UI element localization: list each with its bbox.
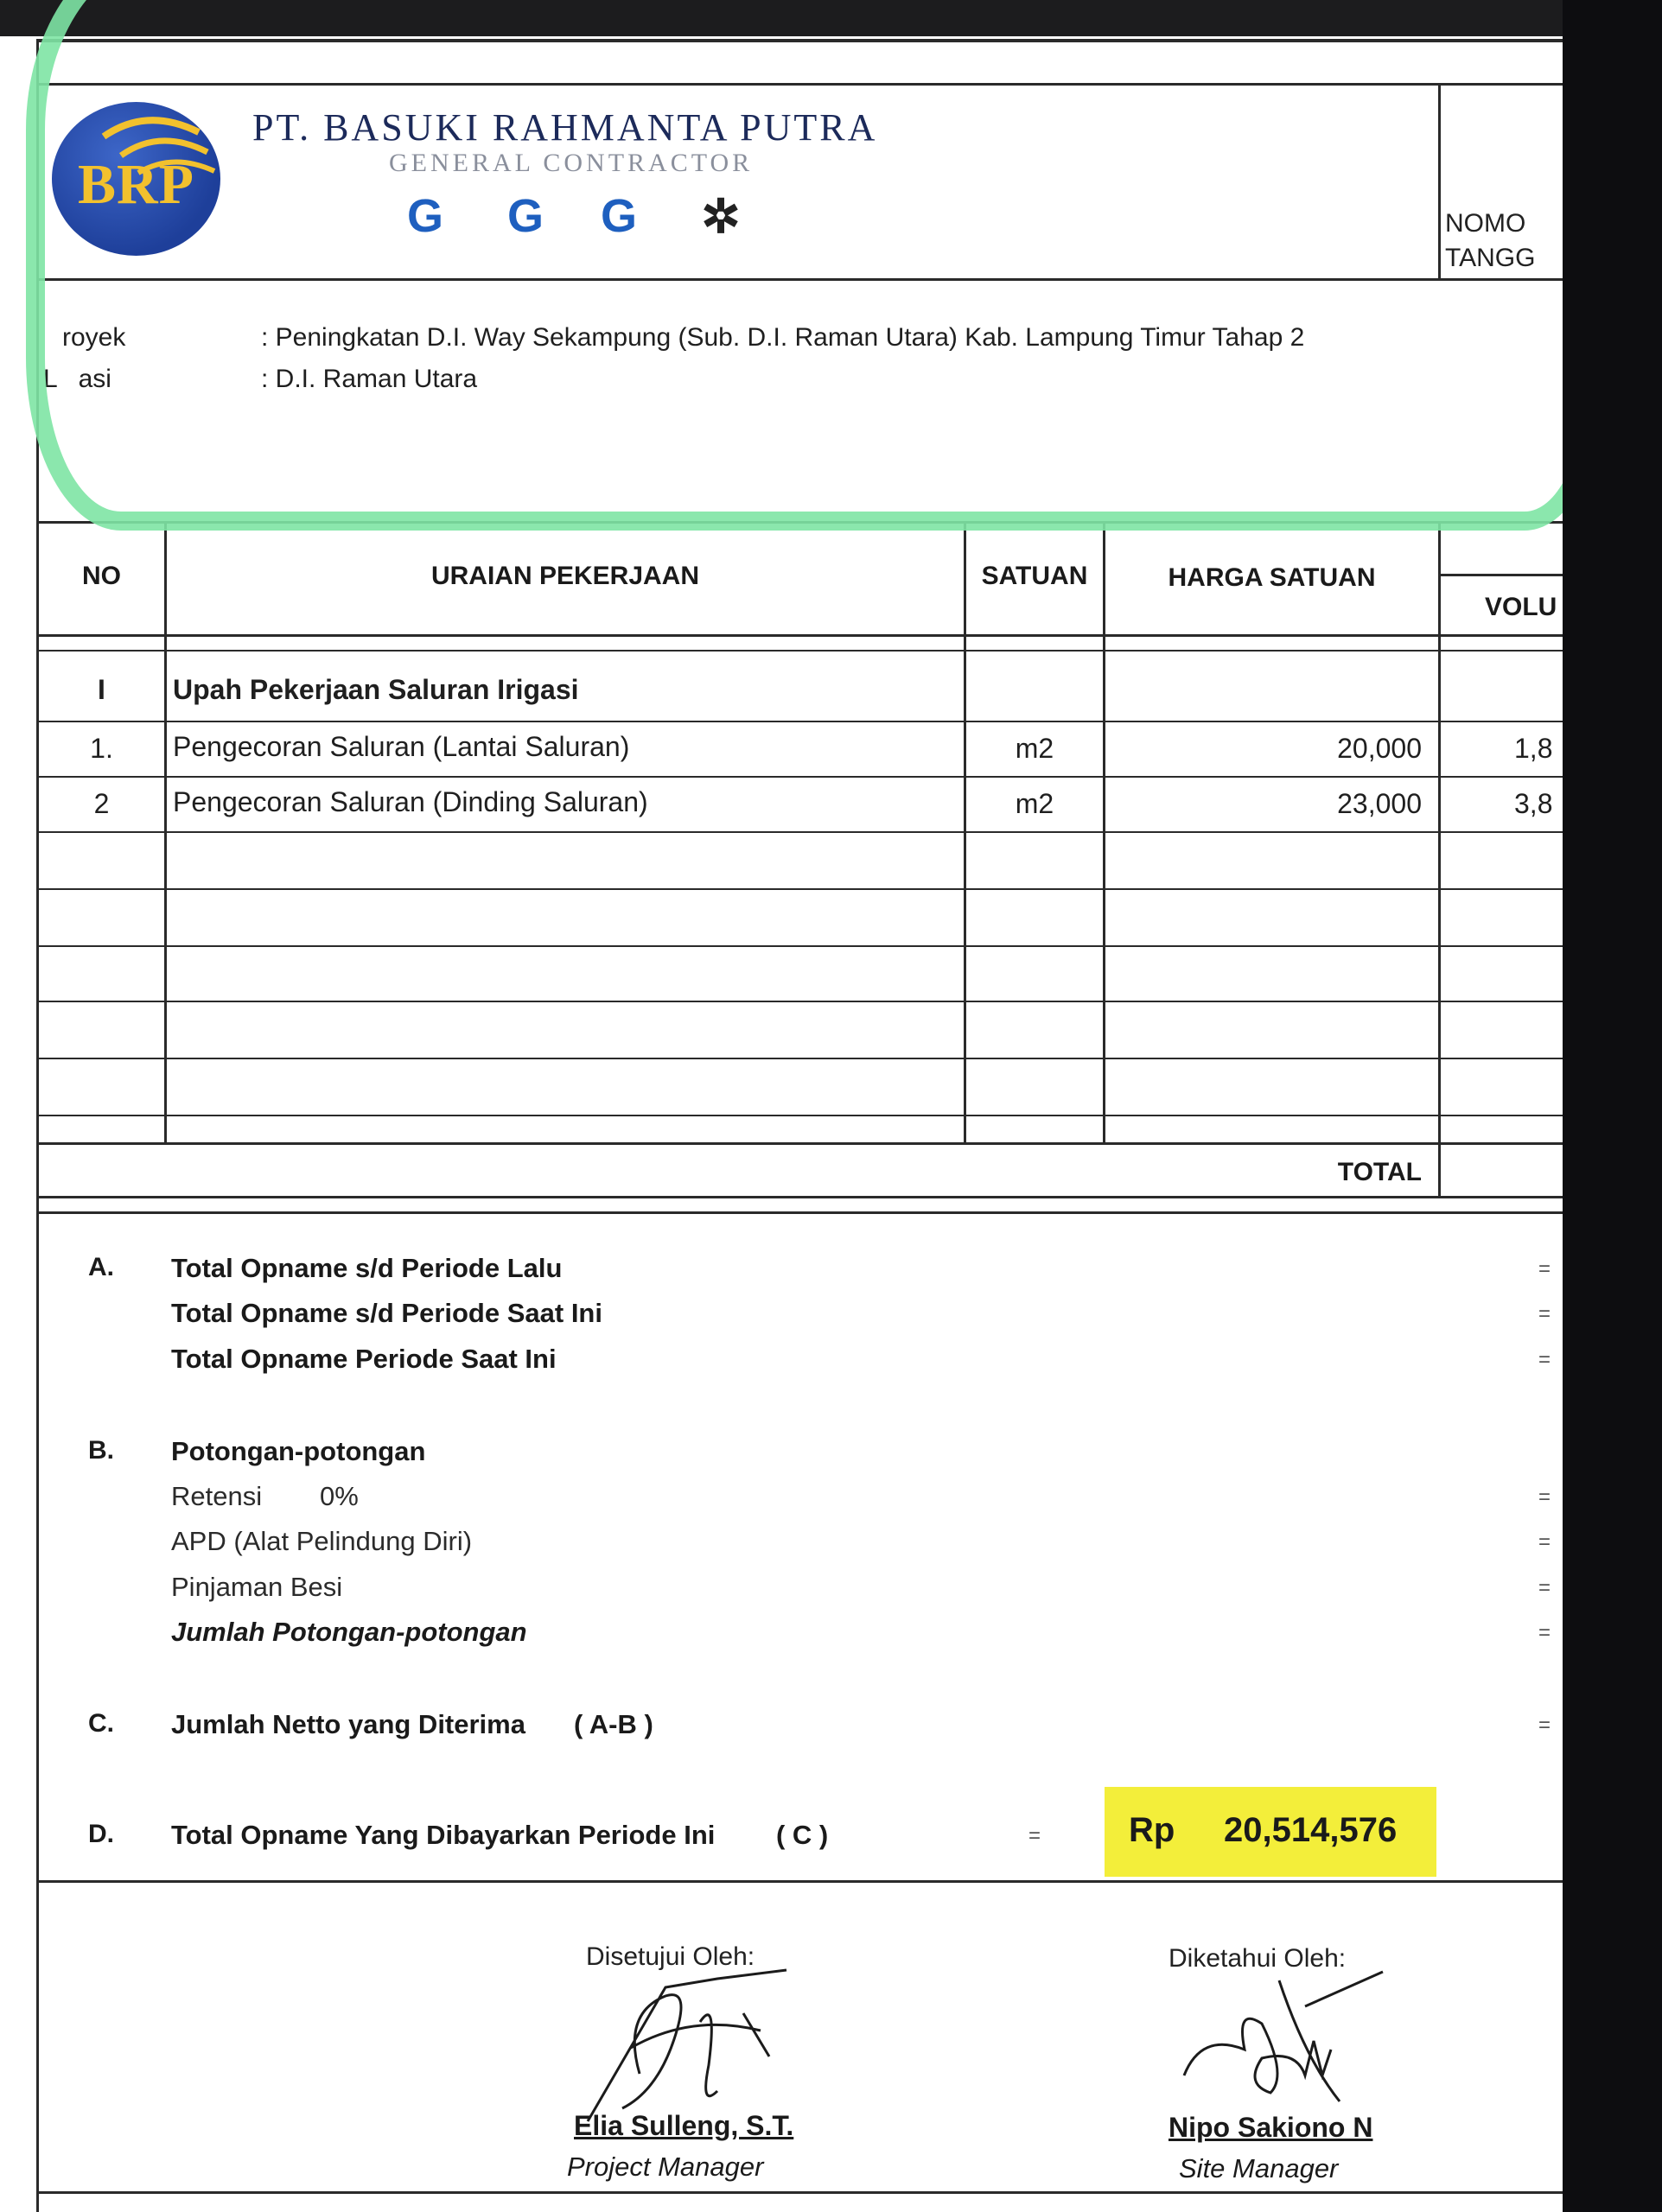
- summary-apd: APD (Alat Pelindung Diri): [171, 1526, 473, 1556]
- row-uraian: Pengecoran Saluran (Dinding Saluran): [173, 786, 648, 817]
- sm-name: Nipo Sakiono N: [1168, 2112, 1373, 2143]
- header-divider: [1438, 83, 1441, 280]
- header-harga: HARGA SATUAN: [1168, 563, 1376, 592]
- summary-c-text: Jumlah Netto yang Diterima: [171, 1709, 525, 1739]
- equals-sign: =: [1538, 1576, 1551, 1599]
- header-volume: VOLU: [1485, 593, 1557, 621]
- equals-sign: =: [1538, 1348, 1551, 1371]
- summary-d-text: Total Opname Yang Dibayarkan Periode Ini: [171, 1820, 716, 1850]
- row-satuan: m2: [1015, 788, 1054, 819]
- summary-a2: Total Opname s/d Periode Saat Ini: [171, 1298, 602, 1328]
- summary-retensi: Retensi: [171, 1481, 263, 1511]
- equals-sign: =: [1538, 1257, 1551, 1281]
- proyek-label: royek: [62, 323, 126, 352]
- lokasi-label: L asi: [43, 365, 111, 393]
- sm-role: Site Manager: [1179, 2153, 1339, 2183]
- equals-sign: =: [1028, 1824, 1041, 1847]
- signature-pm: [570, 1961, 830, 2126]
- top-bar: [0, 0, 1563, 36]
- summary-a1: Total Opname s/d Periode Lalu: [171, 1253, 563, 1283]
- disetujui-label: Disetujui Oleh:: [586, 1942, 755, 1971]
- certification-badge-icon: G: [600, 190, 637, 242]
- top-border: [36, 39, 1563, 42]
- summary-d-letter: D.: [88, 1820, 114, 1848]
- pm-role: Project Manager: [567, 2152, 764, 2182]
- nomor-label: NOMO: [1445, 209, 1526, 238]
- section-no: I: [98, 674, 105, 705]
- header-bottom-line: [36, 278, 1563, 281]
- summary-c-letter: C.: [88, 1709, 114, 1738]
- company-logo: [52, 102, 220, 256]
- row-harga: 23,000: [1337, 788, 1422, 819]
- row-volume: 1,8: [1514, 733, 1553, 764]
- equals-sign: =: [1538, 1621, 1551, 1644]
- summary-a3: Total Opname Periode Saat Ini: [171, 1344, 557, 1374]
- row-uraian: Pengecoran Saluran (Lantai Saluran): [173, 731, 630, 762]
- rp-label: Rp: [1129, 1811, 1175, 1849]
- equals-sign: =: [1538, 1530, 1551, 1554]
- certification-badge-icon: G: [506, 190, 544, 242]
- equals-sign: =: [1538, 1713, 1551, 1737]
- section-title: Upah Pekerjaan Saluran Irigasi: [173, 674, 579, 705]
- row-volume: 3,8: [1514, 788, 1553, 819]
- row-harga: 20,000: [1337, 733, 1422, 764]
- summary-jumlah-potongan: Jumlah Potongan-potongan: [171, 1617, 527, 1647]
- row-no: 1.: [90, 733, 113, 764]
- pm-name: Elia Sulleng, S.T.: [574, 2110, 794, 2141]
- header-no: NO: [82, 562, 121, 590]
- row-no: 2: [93, 788, 110, 819]
- total-label: TOTAL: [1337, 1158, 1422, 1186]
- header-uraian: URAIAN PEKERJAAN: [430, 562, 700, 590]
- left-border: [36, 39, 39, 2212]
- signature-sm: [1167, 1955, 1426, 2119]
- header-top-line: [36, 83, 1563, 86]
- header-satuan: SATUAN: [981, 562, 1088, 590]
- summary-a-letter: A.: [88, 1253, 114, 1281]
- summary-c-formula: ( A-B ): [574, 1709, 653, 1739]
- total-payment-highlight: [1105, 1787, 1436, 1877]
- summary-b-letter: B.: [88, 1436, 114, 1465]
- tanggal-label: TANGG: [1445, 244, 1536, 272]
- rp-amount: 20,514,576: [1224, 1811, 1398, 1849]
- summary-pinjaman: Pinjaman Besi: [171, 1572, 343, 1602]
- page-bottom-line: [39, 2191, 1563, 2194]
- proyek-value: : Peningkatan D.I. Way Sekampung (Sub. D.I. Raman Utara) Kab. Lampung Timur Tahap 2: [261, 323, 1305, 352]
- certification-badge-icon: G: [406, 190, 443, 242]
- row-satuan: m2: [1015, 733, 1054, 764]
- summary-b-title: Potongan-potongan: [171, 1436, 426, 1466]
- summary-bottom-line: [39, 1880, 1563, 1883]
- summary-d-formula: ( C ): [776, 1820, 829, 1850]
- equals-sign: =: [1538, 1485, 1551, 1509]
- diketahui-label: Diketahui Oleh:: [1168, 1944, 1347, 1973]
- lokasi-value: : D.I. Raman Utara: [261, 365, 478, 393]
- summary-retensi-pct: 0%: [320, 1481, 359, 1511]
- company-subtitle: GENERAL CONTRACTOR: [389, 149, 754, 177]
- company-name: PT. BASUKI RAHMANTA PUTRA: [252, 106, 878, 149]
- equals-sign: =: [1538, 1302, 1551, 1325]
- highlight-annotation: [26, 0, 1563, 531]
- logo-text: BRP: [78, 153, 194, 216]
- pinwheel-badge-icon: ✲: [701, 190, 741, 243]
